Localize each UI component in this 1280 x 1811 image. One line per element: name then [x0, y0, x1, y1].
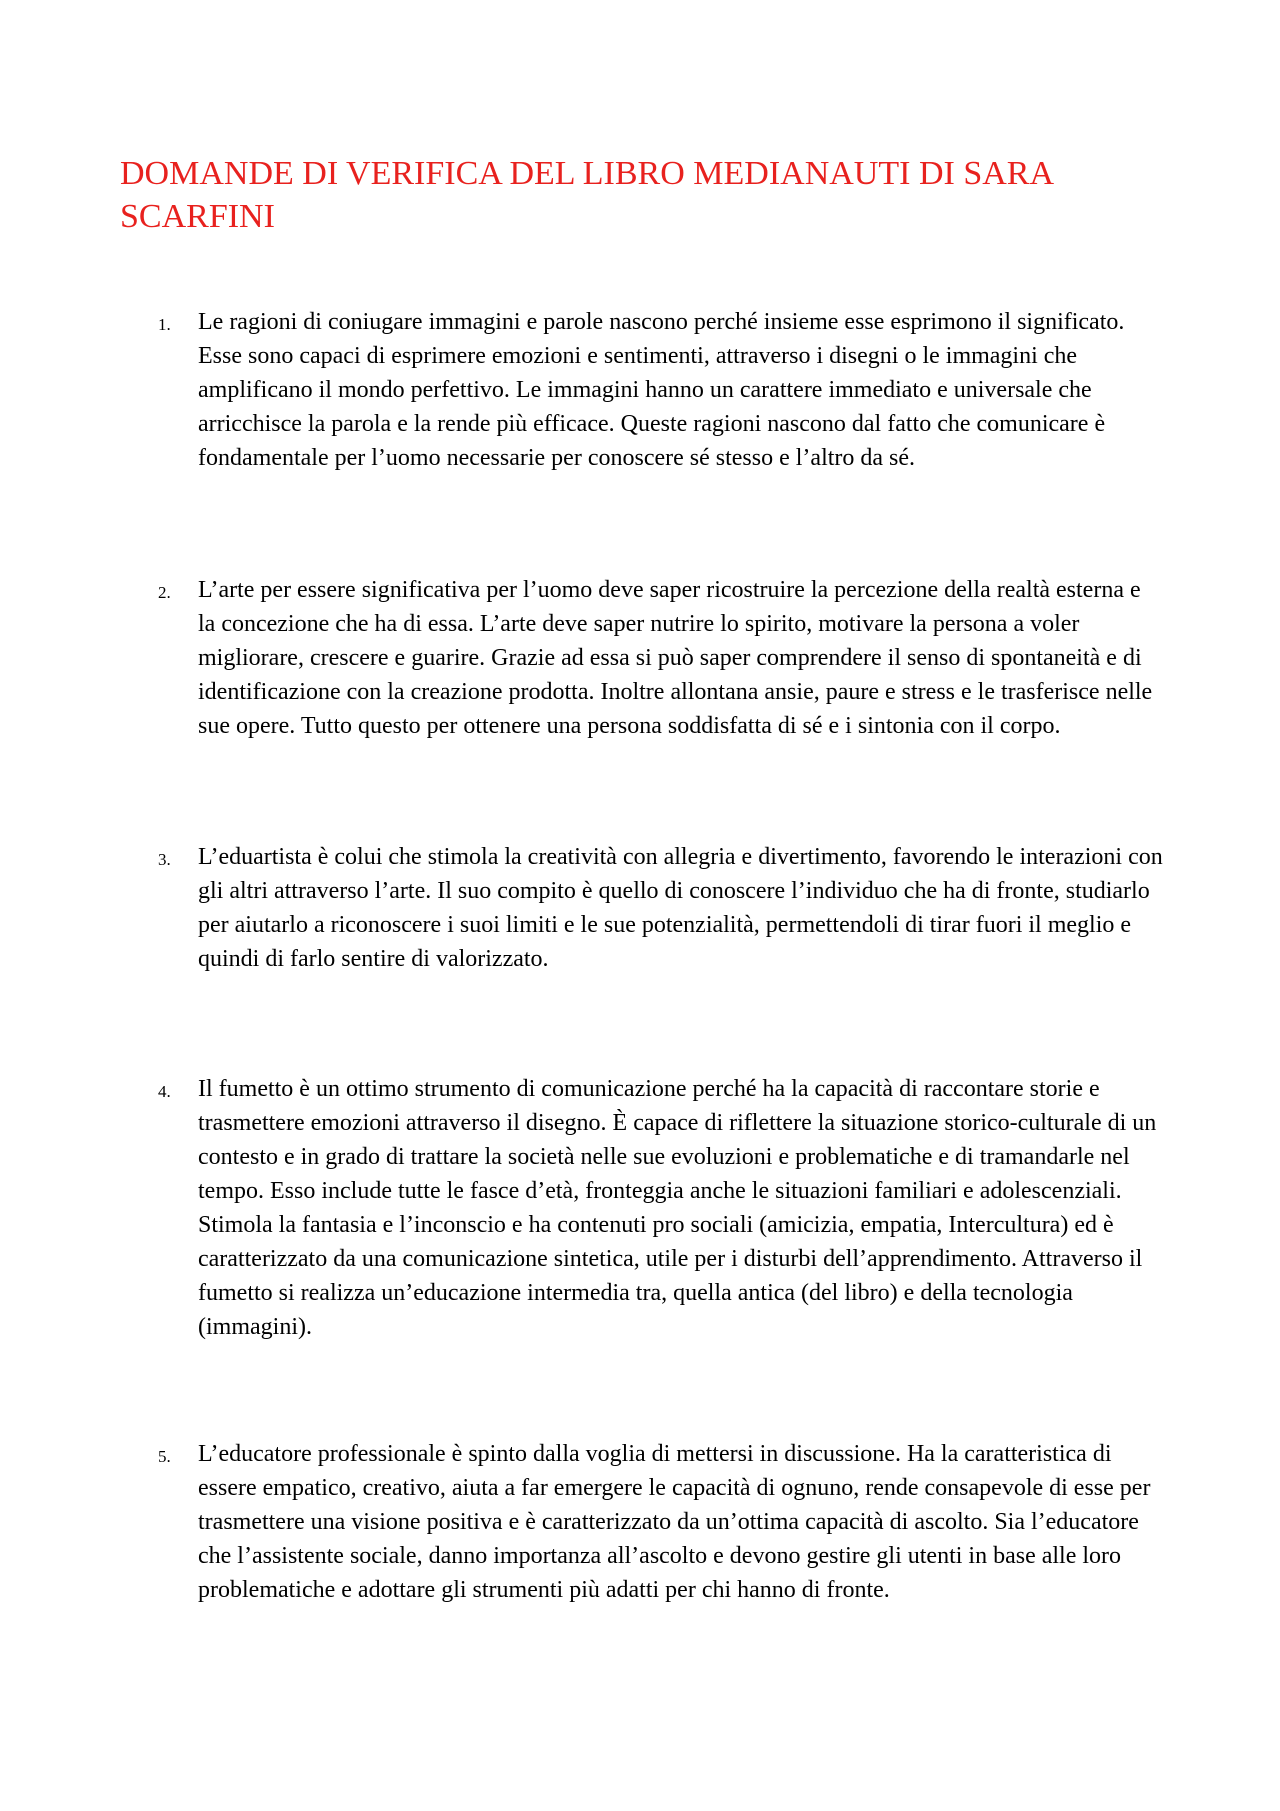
question-number: 5. — [158, 1447, 171, 1466]
question-answer-text: L’arte per essere significativa per l’uomo deve saper ricostruire la percezione della realtà esterna e la concezione che ha di essa. L’arte deve saper nutrire lo spirito, motivare la persona a voler migliorare, crescere e guarire. Grazie ad essa si può saper comprendere il senso di spontaneità e di identificazione con la creazione prodotta. Inoltre allontana ansie, paure e stress e le trasferisce nelle sue opere. Tutto questo per ottenere una persona soddisfatta di sé e i sintonia con il corpo. — [198, 577, 1153, 739]
question-number: 3. — [158, 850, 171, 869]
question-number: 4. — [158, 1082, 171, 1101]
question-answer-text: Il fumetto è un ottimo strumento di comunicazione perché ha la capacità di raccontare storie e trasmettere emozioni attraverso il disegno. È capace di riflettere la situazione storico-culturale di un contesto e in grado di trattare la società nelle sue evoluzioni e problematiche e di tramandarle nel tempo. Esso include tutte le fasce d’età, fronteggia anche le situazioni familiari e adolescenziali. Stimola la fantasia e l’inconscio e ha contenuti pro sociali (amicizia, empatia, Intercultura) ed è caratterizzato da una comunicazione sintetica, utile per i disturbi dell’apprendimento. Attraverso il fumetto si realizza un’educazione intermedia tra, quella antica (del libro) e della tecnologia (immagini). — [198, 1076, 1157, 1340]
document-title: DOMANDE DI VERIFICA DEL LIBRO MEDIANAUTI DI SARA SCARFINI — [120, 155, 1053, 235]
question-answer-text: L’eduartista è colui che stimola la creatività con allegria e divertimento, favorendo le interazioni con gli altri attraverso l’arte. Il suo compito è quello di conoscere l’individuo che ha di fronte, studiarlo per aiutarlo a riconoscere i suoi limiti e le sue potenzialità, permettendoli di tirar fuori il meglio e quindi di farlo sentire di valorizzato. — [198, 844, 1163, 972]
question-answer-text: Le ragioni di coniugare immagini e parole nascono perché insieme esse esprimono il significato. Esse sono capaci di esprimere emozioni e sentimenti, attraverso i disegni o le immagini che amplificano il mondo perfettivo. Le immagini hanno un carattere immediato e universale che arricchisce la parola e la rende più efficace. Queste ragioni nascono dal fatto che comunicare è fondamentale per l’uomo necessarie per conoscere sé stesso e l’altro da sé. — [198, 309, 1125, 471]
question-number: 1. — [158, 315, 171, 334]
question-answer-text: L’educatore professionale è spinto dalla voglia di mettersi in discussione. Ha la caratteristica di essere empatico, creativo, aiuta a far emergere le capacità di ognuno, rende consapevole di esse per trasmettere una visione positiva e è caratterizzato da un’ottima capacità di ascolto. Sia l’educatore che l’assistente sociale, danno importanza all’ascolto e devono gestire gli utenti in base alle loro problematiche e adottare gli strumenti più adatti per chi hanno di fronte. — [198, 1441, 1151, 1603]
question-number: 2. — [158, 583, 171, 602]
